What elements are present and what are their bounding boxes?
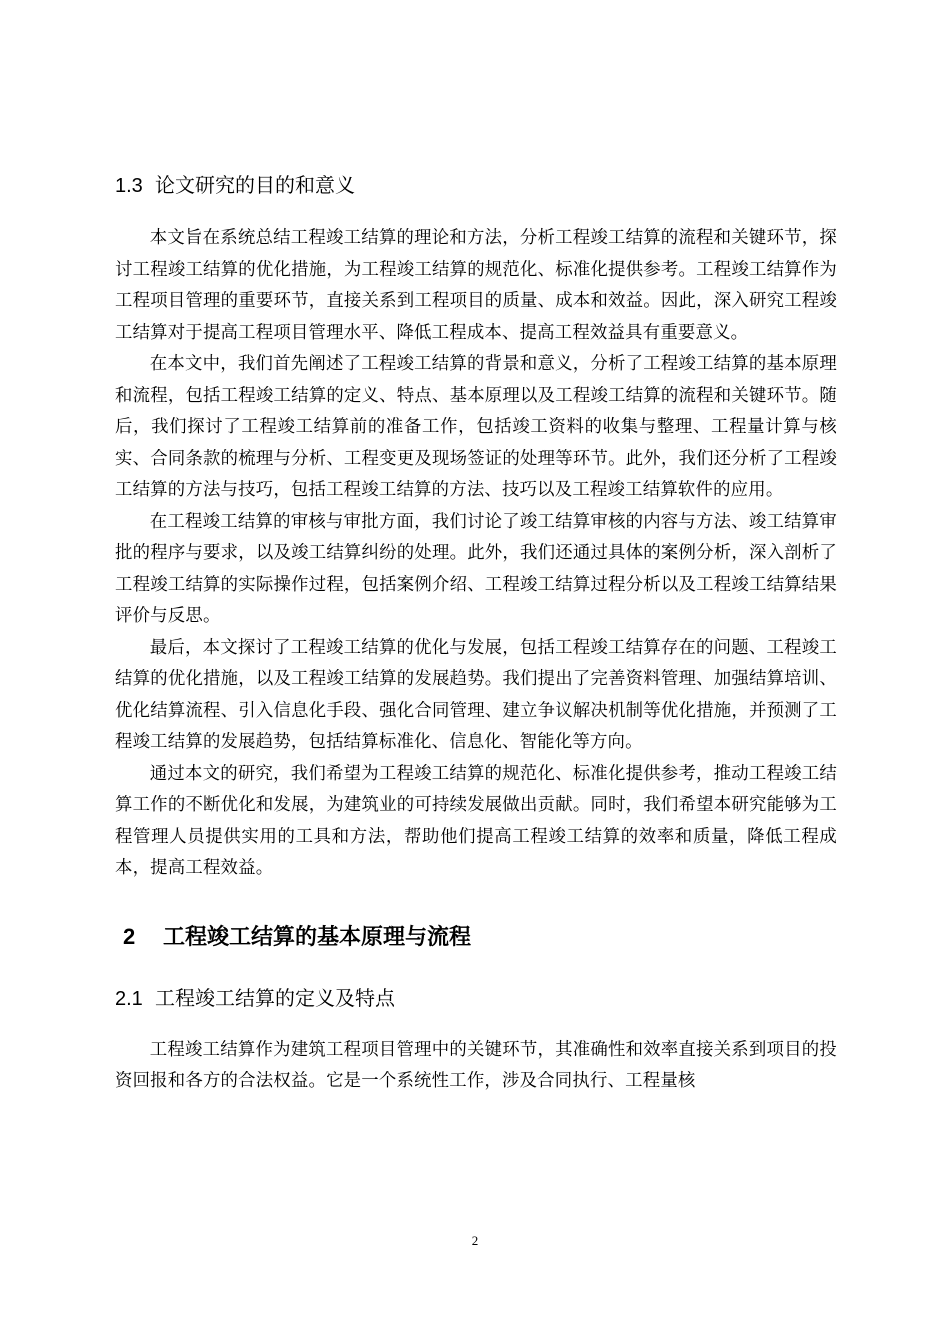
paragraph: 工程竣工结算作为建筑工程项目管理中的关键环节，其准确性和效率直接关系到项目的投资回报和各方的合法权益。它是一个系统性工作，涉及合同执行、工程量核 bbox=[115, 1039, 837, 1091]
section-title: 工程竣工结算的定义及特点 bbox=[155, 987, 395, 1010]
chapter-title: 工程竣工结算的基本原理与流程 bbox=[163, 923, 472, 949]
paragraph: 在工程竣工结算的审核与审批方面，我们讨论了竣工结算审核的内容与方法、竣工结算审批的程序与要求，以及竣工结算纠纷的处理。此外，我们还通过具体的案例分析，深入剖析了工程竣工结算的实际操作过程，包括案例介绍、工程竣工结算过程分析以及工程竣工结算结果评价与反思。 bbox=[115, 511, 837, 626]
chapter-heading-2 bbox=[115, 922, 837, 952]
section-heading-1-3 bbox=[115, 172, 837, 200]
paragraph: 本文旨在系统总结工程竣工结算的理论和方法，分析工程竣工结算的流程和关键环节，探讨工程竣工结算的优化措施，为工程竣工结算的规范化、标准化提供参考。工程竣工结算作为工程项目管理的重要环节，直接关系到工程项目的质量、成本和效益。因此，深入研究工程竣工结算对于提高工程项目管理水平、降低工程成本、提高工程效益具有重要意义。 bbox=[115, 228, 837, 343]
section-number: 1.3 bbox=[115, 175, 143, 197]
section-title: 论文研究的目的和意义 bbox=[155, 175, 355, 197]
paragraph: 通过本文的研究，我们希望为工程竣工结算的规范化、标准化提供参考，推动工程竣工结算工作的不断优化和发展，为建筑业的可持续发展做出贡献。同时，我们希望本研究能够为工程管理人员提供实用的工具和方法，帮助他们提高工程竣工结算的效率和质量，降低工程成本，提高工程效益。 bbox=[115, 763, 837, 878]
paragraph: 在本文中，我们首先阐述了工程竣工结算的背景和意义，分析了工程竣工结算的基本原理和流程，包括工程竣工结算的定义、特点、基本原理以及工程竣工结算的流程和关键环节。随后，我们探讨了工程竣工结算前的准备工作，包括竣工资料的收集与整理、工程量计算与核实、合同条款的梳理与分析、工程变更及现场签证的处理等环节。此外，我们还分析了工程竣工结算的方法与技巧，包括工程竣工结算的方法、技巧以及工程竣工结算软件的应用。 bbox=[115, 354, 837, 500]
paragraph: 最后，本文探讨了工程竣工结算的优化与发展，包括工程竣工结算存在的问题、工程竣工结算的优化措施，以及工程竣工结算的发展趋势。我们提出了完善资料管理、加强结算培训、优化结算流程、引入信息化手段、强化合同管理、建立争议解决机制等优化措施，并预测了工程竣工结算的发展趋势，包括结算标准化、信息化、智能化等方向。 bbox=[115, 637, 837, 752]
section-heading-2-1 bbox=[115, 985, 837, 1013]
page-content bbox=[115, 172, 837, 1098]
page-number: 2 bbox=[471, 1233, 479, 1248]
section-number: 2.1 bbox=[115, 987, 143, 1010]
chapter-number: 2 bbox=[123, 923, 136, 949]
